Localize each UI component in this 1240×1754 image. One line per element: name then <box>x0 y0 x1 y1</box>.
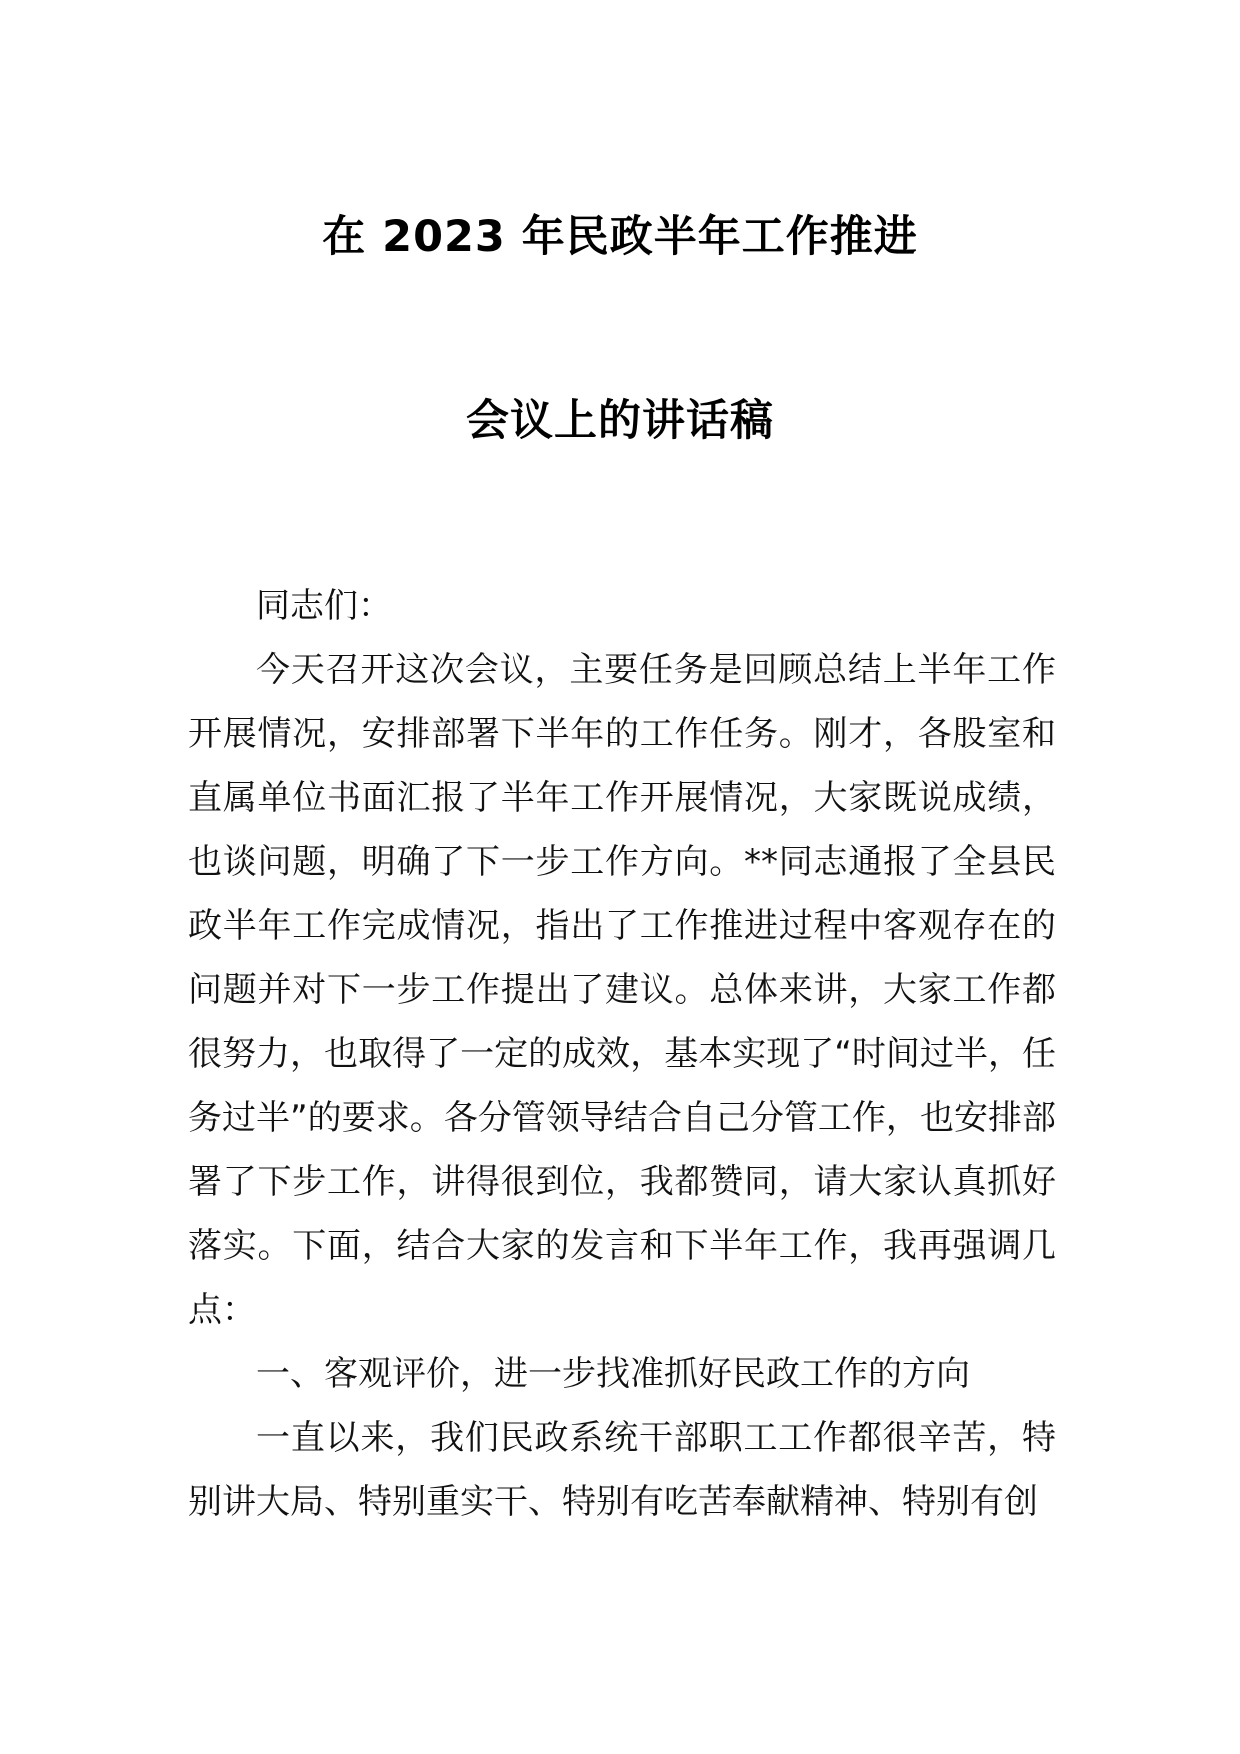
section-heading-1 <box>188 1342 1056 1406</box>
paragraph-1-text: 今天召开这次会议，主要任务是回顾总结上半年工作开展情况，安排部署下半年的工作任务。刚才，各股室和直属单位书面汇报了半年工作开展情况，大家既说成绩，也谈问题，明确了下一步工作方向。**同志通报了全县民政半年工作完成情况，指出了工作推进过程中客观存在的问题并对下一步工作提出了建议。总体来讲，大家工作都很努力，也取得了一定的成效，基本实现了“时间过半，任务过半”的要求。各分管领导结合自己分管工作，也安排部署了下步工作，讲得很到位，我都赞同，请大家认真抓好落实。下面，结合大家的发言和下半年工作，我再强调几点： <box>188 650 1056 1330</box>
body-paragraph-1 <box>188 638 1056 1342</box>
document-title-line-2: 会议上的讲话稿 <box>466 396 774 446</box>
section-heading-1-text: 一、客观评价，进一步找准抓好民政工作的方向 <box>256 1354 970 1394</box>
salutation <box>188 574 1056 638</box>
document-title-line-1: 在 2023 年民政半年工作推进 <box>322 212 918 262</box>
body-paragraph-2 <box>188 1406 1056 1534</box>
salutation-text: 同志们： <box>256 586 392 626</box>
paragraph-2-text: 一直以来，我们民政系统干部职工工作都很辛苦，特别讲大局、特别重实干、特别有吃苦奉献精神、特别有创 <box>188 1418 1056 1522</box>
